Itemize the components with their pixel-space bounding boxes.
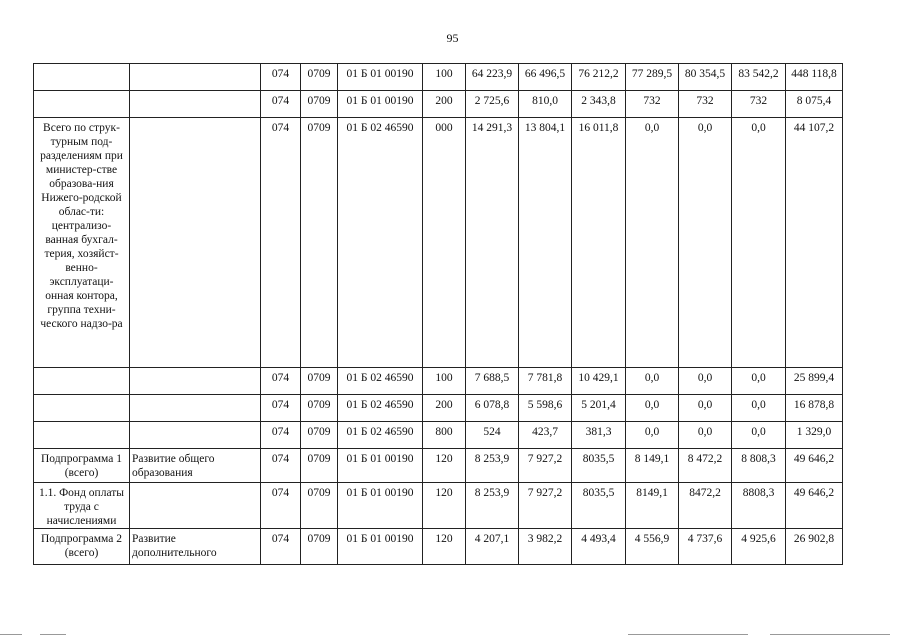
value-cell: 01 Б 02 46590 [338,368,423,395]
value-cell: 0,0 [679,422,732,449]
value-cell: 2 725,6 [466,91,519,118]
value-cell: 76 212,2 [572,64,626,91]
value-cell: 100 [423,64,466,91]
value-cell: 074 [261,449,301,483]
value-cell: 01 Б 02 46590 [338,118,423,368]
value-cell: 524 [466,422,519,449]
row-description-cell [130,118,261,368]
value-cell: 732 [732,91,786,118]
value-cell: 0709 [301,449,338,483]
value-cell: 01 Б 01 00190 [338,449,423,483]
value-cell: 01 Б 01 00190 [338,483,423,529]
table-row [34,422,843,449]
value-cell: 0,0 [626,395,679,422]
value-cell: 5 201,4 [572,395,626,422]
row-name-cell: Подпрограмма 1 (всего) [34,449,130,483]
row-name-cell: 1.1. Фонд оплаты труда с начислениями [34,483,130,529]
value-cell: 0,0 [732,118,786,368]
row-description-cell [130,64,261,91]
value-cell: 83 542,2 [732,64,786,91]
value-cell: 8808,3 [732,483,786,529]
value-cell: 16 878,8 [786,395,843,422]
value-cell: 120 [423,529,466,565]
value-cell: 10 429,1 [572,368,626,395]
row-name-cell [34,64,130,91]
row-description-cell [130,483,261,529]
value-cell: 0709 [301,395,338,422]
value-cell: 5 598,6 [519,395,572,422]
table-row [34,395,843,422]
value-cell: 200 [423,91,466,118]
row-name-cell [34,395,130,422]
value-cell: 074 [261,368,301,395]
value-cell: 7 927,2 [519,449,572,483]
table-row [34,118,843,368]
value-cell: 0,0 [679,368,732,395]
value-cell: 200 [423,395,466,422]
value-cell: 732 [679,91,732,118]
value-cell: 7 927,2 [519,483,572,529]
value-cell: 13 804,1 [519,118,572,368]
row-name-cell [34,91,130,118]
scan-mark [628,634,748,635]
value-cell: 810,0 [519,91,572,118]
value-cell: 7 688,5 [466,368,519,395]
value-cell: 01 Б 02 46590 [338,395,423,422]
value-cell: 01 Б 01 00190 [338,91,423,118]
value-cell: 732 [626,91,679,118]
value-cell: 381,3 [572,422,626,449]
value-cell: 16 011,8 [572,118,626,368]
value-cell: 01 Б 02 46590 [338,422,423,449]
value-cell: 80 354,5 [679,64,732,91]
value-cell: 8 149,1 [626,449,679,483]
row-name-cell [34,422,130,449]
table-row [34,449,843,483]
row-description-cell: Развитие дополнительного [130,529,261,565]
value-cell: 0,0 [732,395,786,422]
row-description-cell [130,395,261,422]
value-cell: 14 291,3 [466,118,519,368]
table-row [34,529,843,565]
value-cell: 0709 [301,422,338,449]
value-cell: 120 [423,483,466,529]
value-cell: 0709 [301,64,338,91]
row-name-cell: Подпрограмма 2 (всего) [34,529,130,565]
value-cell: 0,0 [626,118,679,368]
value-cell: 64 223,9 [466,64,519,91]
value-cell: 8035,5 [572,449,626,483]
value-cell: 0,0 [679,118,732,368]
value-cell: 0,0 [626,368,679,395]
value-cell: 074 [261,91,301,118]
budget-table [33,63,843,565]
table-row [34,64,843,91]
value-cell: 4 737,6 [679,529,732,565]
value-cell: 074 [261,395,301,422]
value-cell: 8472,2 [679,483,732,529]
value-cell: 0709 [301,118,338,368]
value-cell: 49 646,2 [786,449,843,483]
value-cell: 3 982,2 [519,529,572,565]
value-cell: 4 493,4 [572,529,626,565]
page-number: 95 [446,31,459,45]
value-cell: 0,0 [679,395,732,422]
value-cell: 000 [423,118,466,368]
value-cell: 49 646,2 [786,483,843,529]
value-cell: 25 899,4 [786,368,843,395]
value-cell: 0709 [301,529,338,565]
scan-mark [0,634,22,635]
value-cell: 01 Б 01 00190 [338,64,423,91]
table-row [34,483,843,529]
value-cell: 0709 [301,483,338,529]
value-cell: 0,0 [732,422,786,449]
value-cell: 44 107,2 [786,118,843,368]
value-cell: 0,0 [732,368,786,395]
value-cell: 0,0 [626,422,679,449]
row-name-cell: Всего по струк-турным под-разделениям при министер-стве образова-ния Нижего-родской облас-ти: централизо-ванная бухгал-терия, хозяйст-венно-эксплуатаци-онная контора, группа техни-ческого надзо-ра [34,118,130,368]
row-description-cell [130,422,261,449]
value-cell: 01 Б 01 00190 [338,529,423,565]
value-cell: 8149,1 [626,483,679,529]
value-cell: 100 [423,368,466,395]
value-cell: 4 207,1 [466,529,519,565]
value-cell: 8 253,9 [466,483,519,529]
value-cell: 26 902,8 [786,529,843,565]
table-row [34,368,843,395]
value-cell: 8 472,2 [679,449,732,483]
value-cell: 4 556,9 [626,529,679,565]
value-cell: 0709 [301,368,338,395]
row-description-cell [130,368,261,395]
row-description-cell [130,91,261,118]
scan-mark [40,634,66,635]
value-cell: 8035,5 [572,483,626,529]
scan-mark [770,634,890,635]
row-description-cell: Развитие общего образования [130,449,261,483]
value-cell: 074 [261,64,301,91]
value-cell: 074 [261,118,301,368]
value-cell: 448 118,8 [786,64,843,91]
value-cell: 800 [423,422,466,449]
value-cell: 8 808,3 [732,449,786,483]
row-name-cell [34,368,130,395]
value-cell: 8 253,9 [466,449,519,483]
value-cell: 7 781,8 [519,368,572,395]
value-cell: 2 343,8 [572,91,626,118]
value-cell: 074 [261,422,301,449]
value-cell: 6 078,8 [466,395,519,422]
value-cell: 66 496,5 [519,64,572,91]
value-cell: 120 [423,449,466,483]
value-cell: 0709 [301,91,338,118]
value-cell: 074 [261,529,301,565]
value-cell: 1 329,0 [786,422,843,449]
value-cell: 074 [261,483,301,529]
value-cell: 423,7 [519,422,572,449]
value-cell: 4 925,6 [732,529,786,565]
table-row [34,91,843,118]
value-cell: 8 075,4 [786,91,843,118]
value-cell: 77 289,5 [626,64,679,91]
